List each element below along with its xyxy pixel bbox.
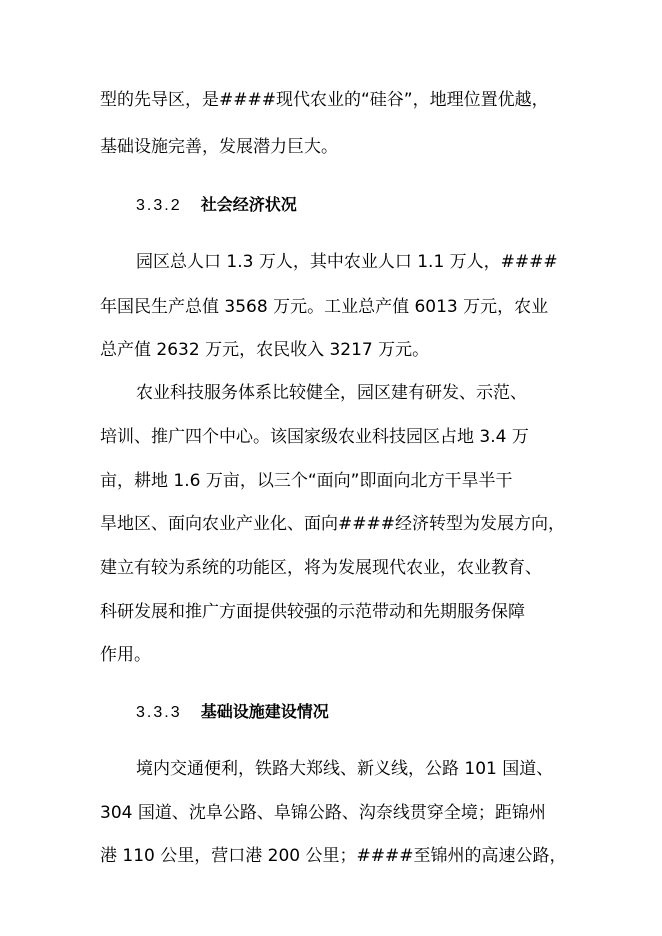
infra-p1-line-3: 港 110 公里，营口港 200 公里；####至锦州的高速公路， xyxy=(100,846,567,866)
section-title: 社会经济状况 xyxy=(200,195,297,214)
econ-p2-line-2: 培训、推广四个中心。该国家级农业科技园区占地 3.4 万 xyxy=(100,427,529,447)
section-heading-3-3-2 xyxy=(136,195,297,216)
intro-line-1: 型的先导区，是####现代农业的“硅谷”，地理位置优越， xyxy=(100,90,549,110)
section-title: 基础设施建设情况 xyxy=(200,702,329,721)
section-number: 3.3.3 xyxy=(136,704,182,721)
econ-p2-line-7: 作用。 xyxy=(100,645,151,665)
infra-p1-line-1: 境内交通便利，铁路大郑线、新义线，公路 101 国道、 xyxy=(136,759,554,779)
infra-p1-line-2: 304 国道、沈阜公路、阜锦公路、沟奈线贯穿全境；距锦州 xyxy=(100,803,546,823)
section-number: 3.3.2 xyxy=(136,197,182,214)
econ-p1-line-2: 年国民生产总值 3568 万元。工业总产值 6013 万元，农业 xyxy=(100,297,549,317)
econ-p2-line-3: 亩，耕地 1.6 万亩，以三个“面向”即面向北方干旱半干 xyxy=(100,471,513,491)
intro-line-2: 基础设施完善，发展潜力巨大。 xyxy=(100,137,338,157)
econ-p2-line-5: 建立有较为系统的功能区，将为发展现代农业，农业教育、 xyxy=(100,558,542,578)
econ-p1-line-1: 园区总人口 1.3 万人，其中农业人口 1.1 万人，#### xyxy=(136,252,558,272)
econ-p2-line-4: 旱地区、面向农业产业化、面向####经济转型为发展方向， xyxy=(100,514,565,534)
econ-p1-line-3: 总产值 2632 万元，农民收入 3217 万元。 xyxy=(100,340,430,360)
section-heading-3-3-3 xyxy=(136,702,329,723)
econ-p2-line-1: 农业科技服务体系比较健全，园区建有研发、示范、 xyxy=(136,383,527,403)
econ-p2-line-6: 科研发展和推广方面提供较强的示范带动和先期服务保障 xyxy=(100,602,525,622)
